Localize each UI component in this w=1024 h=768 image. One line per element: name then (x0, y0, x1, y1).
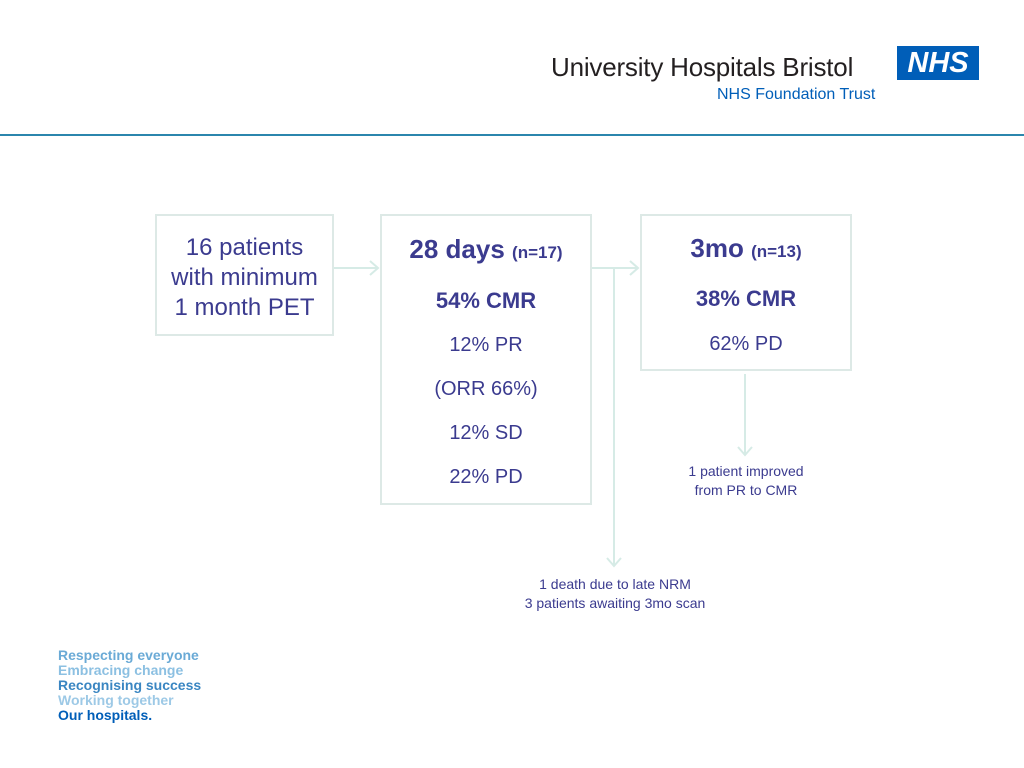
death-note (500, 575, 730, 613)
day28-sd: 12% SD (449, 422, 523, 444)
day28-title: 28 days (409, 234, 505, 264)
trust-name: NHS Foundation Trust (717, 86, 876, 103)
mo3-box (640, 214, 852, 371)
improved-note-line-2: from PR to CMR (694, 482, 798, 498)
day28-cmr: 54% CMR (435, 288, 537, 313)
mo3-n: (n=13) (751, 242, 802, 261)
patients-line-1: 16 patients (185, 234, 304, 261)
organisation-name: University Hospitals Bristol (551, 52, 854, 82)
mo3-heading (642, 233, 850, 264)
mo3-title: 3mo (690, 233, 744, 263)
improved-note (666, 462, 826, 500)
value-working: Working together (58, 692, 174, 708)
mo3-pd: 62% PD (709, 333, 783, 355)
values-list (58, 648, 201, 723)
patients-box (155, 214, 334, 336)
patients-line-2: with minimum (171, 264, 318, 291)
value-embracing: Embracing change (58, 662, 184, 678)
day28-box (380, 214, 592, 505)
patients-line-3: 1 month PET (174, 294, 315, 321)
day28-heading (382, 234, 590, 265)
nhs-badge: NHS (897, 46, 979, 80)
value-respecting: Respecting everyone (58, 647, 199, 663)
value-recognising: Recognising success (58, 677, 202, 693)
improved-note-line-1: 1 patient improved (688, 463, 804, 479)
day28-orr: (ORR 66%) (434, 378, 538, 400)
day28-pd: 22% PD (449, 466, 523, 488)
death-note-line-2: 3 patients awaiting 3mo scan (524, 595, 706, 611)
day28-n: (n=17) (512, 243, 563, 262)
value-our-hospitals: Our hospitals. (58, 707, 153, 723)
death-note-line-1: 1 death due to late NRM (539, 576, 691, 592)
mo3-cmr: 38% CMR (695, 286, 797, 311)
day28-pr: 12% PR (449, 334, 523, 356)
